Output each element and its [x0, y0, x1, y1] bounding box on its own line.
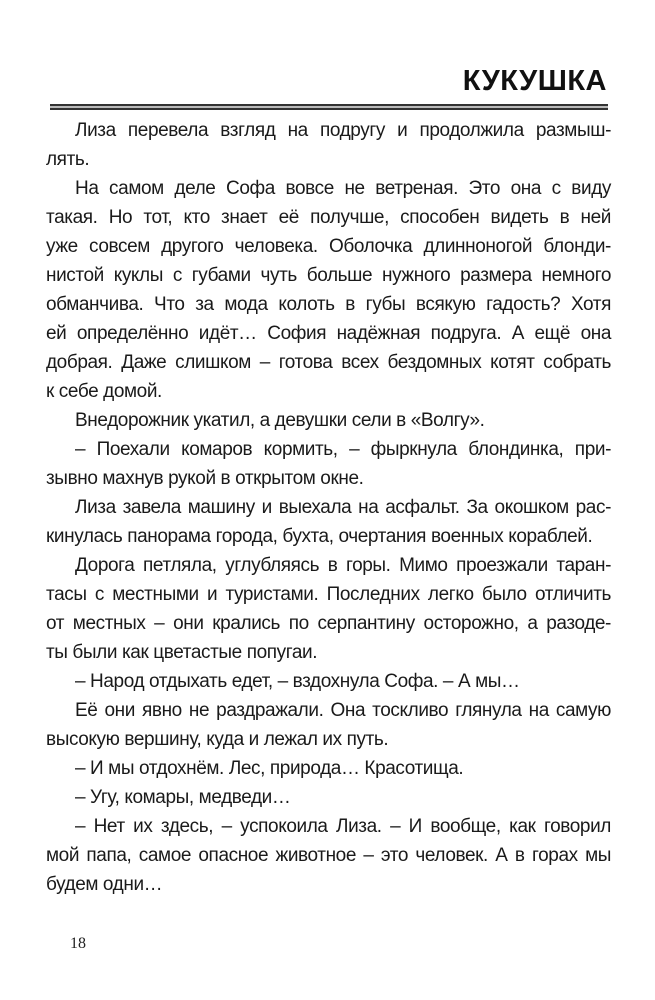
text-line: – Народ отдыхать едет, – вздохнула Софа. – А мы… [75, 671, 520, 692]
text-line: Дорога петляла, углубляясь в горы. Мимо проезжали таран- [75, 555, 611, 576]
text-line: Лиза завела машину и выехала на асфальт. За окошком рас- [75, 497, 611, 518]
text-line: такая. Но тот, кто знает её получше, способен видеть в ней [46, 207, 611, 228]
text-line: На самом деле Софа вовсе не ветреная. Это она с виду [75, 178, 611, 199]
paragraph [46, 174, 611, 406]
text-line: – Угу, комары, медведи… [75, 787, 291, 808]
paragraph [46, 783, 611, 812]
page-number: 18 [70, 935, 86, 952]
text-line: будем одни… [46, 874, 163, 895]
text-line: добрая. Даже слишком – готова всех бездомных котят собрать [46, 352, 611, 373]
text-line: – Поехали комаров кормить, – фыркнула блондинка, при- [75, 439, 611, 460]
text-line: от местных – они крались по серпантину осторожно, а разоде- [46, 613, 611, 634]
text-line: обманчива. Что за мода колоть в губы всякую гадость? Хотя [46, 294, 611, 315]
text-line: уже совсем другого человека. Оболочка длинноногой блонди- [46, 236, 611, 257]
text-line: – И мы отдохнём. Лес, природа… Красотища. [75, 758, 464, 779]
text-line: нистой куклы с губами чуть больше нужного размера немного [46, 265, 611, 286]
text-line: кинулась панорама города, бухта, очертания военных кораблей. [46, 526, 593, 547]
text-line: мой папа, самое опасное животное – это человек. А в горах мы [46, 845, 611, 866]
text-line: к себе домой. [46, 381, 162, 402]
paragraph [46, 754, 611, 783]
text-line: зывно махнув рукой в открытом окне. [46, 468, 364, 489]
text-line: тасы с местными и туристами. Последних легко было отличить [46, 584, 611, 605]
header-double-rule [50, 104, 608, 110]
body-text [46, 116, 611, 899]
paragraph [46, 116, 611, 174]
text-line: Её они явно не раздражали. Она тоскливо глянула на самую [75, 700, 611, 721]
paragraph [46, 406, 611, 435]
text-line: ей определённо идёт… София надёжная подруга. А ещё она [46, 323, 611, 344]
text-line: ты были как цветастые попугаи. [46, 642, 318, 663]
paragraph [46, 435, 611, 493]
paragraph [46, 551, 611, 667]
text-line: Внедорожник укатил, а девушки сели в «Волгу». [75, 410, 485, 431]
text-line: Лиза перевела взгляд на подругу и продолжила размыш- [75, 120, 611, 141]
paragraph [46, 696, 611, 754]
running-header-title: КУКУШКА [462, 65, 607, 97]
paragraph [46, 667, 611, 696]
text-line: высокую вершину, куда и лежал их путь. [46, 729, 389, 750]
text-line: – Нет их здесь, – успокоила Лиза. – И вообще, как говорил [75, 816, 611, 837]
paragraph [46, 493, 611, 551]
paragraph [46, 812, 611, 899]
text-line: лять. [46, 149, 90, 170]
